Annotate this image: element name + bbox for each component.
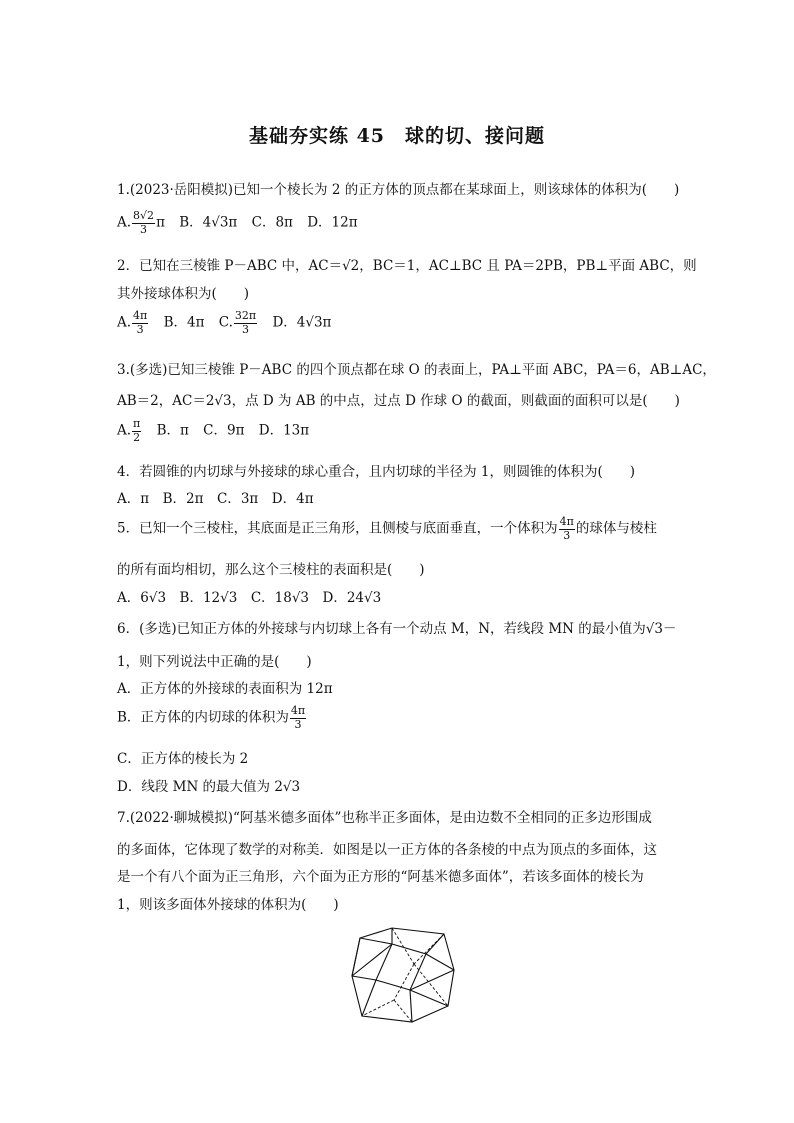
sphere-volume-fraction: $\frac{4\pi}{3}$ [290, 704, 306, 731]
question-3-options: A. $\frac{\pi}{2}$ B．π C．9π D．13π [117, 417, 310, 444]
question-5-options: A．6√3 B．12√3 C．18√3 D．24√3 [117, 590, 382, 606]
option-b: B．4√3π [179, 214, 238, 231]
question-5-stem-line1: 5．已知一个三棱柱，其底面是正三角形，且侧棱与底面垂直，一个体积为 $\frac{4\pi}{3}$ 的球体与棱柱 [117, 515, 657, 542]
option-d: D．4√3π [272, 314, 332, 331]
question-6-stem-line1: 6．(多选)已知正方体的外接球与内切球上各有一个动点 M，N，若线段 MN 的最小值为√3－ [117, 621, 677, 637]
option-d: D．12π [307, 214, 358, 231]
question-2-options: A. $\frac{4\pi}{3}$ B．4π C. $\frac{32\pi}{3}$ D．4√3π [117, 309, 332, 336]
question-6-option-c: C．正方体的棱长为 2 [117, 751, 249, 767]
question-2-stem-line2: 其外接球体积为( ) [117, 286, 250, 302]
option-a-label: A. [117, 214, 132, 231]
volume-fraction: $\frac{4\pi}{3}$ [559, 515, 574, 542]
question-7-stem-line3: 是一个有八个面为正三角形，六个面为正方形的“阿基米德多面体”，若该多面体的棱长为 [117, 869, 644, 885]
question-7-stem-line1: 7.(2022·聊城模拟)“阿基米德多面体”也称半正多面体，是由边数不全相同的正多边形围成 [117, 810, 652, 826]
option-a-fraction: $\frac{\pi}{2}$ [133, 417, 141, 444]
question-1-options: A. $\frac{8√2}{3}$ π B．4√3π C．8π D．12π [117, 209, 358, 236]
option-b: B．4π [163, 314, 205, 331]
question-6-option-d: D．线段 MN 的最大值为 2√3 [117, 779, 301, 795]
question-4-stem: 4．若圆锥的内切球与外接球的球心重合，且内切球的半径为 1，则圆锥的体积为( ) [117, 464, 636, 480]
page-title: 基础夯实练 45 球的切、接问题 [248, 125, 546, 147]
question-7-stem-line4: 1，则该多面体外接球的体积为( ) [117, 897, 339, 913]
question-2-stem-line1: 2．已知在三棱锥 P－ABC 中，AC＝√2，BC＝1，AC⊥BC 且 PA＝2PB，PB⊥平面 ABC，则 [117, 258, 697, 274]
question-4-options: A．π B．2π C．3π D．4π [117, 491, 314, 507]
question-6-option-a: A．正方体的外接球的表面积为 12π [117, 681, 333, 697]
question-6-option-b: B．正方体的内切球的体积为 $\frac{4\pi}{3}$ [117, 704, 306, 731]
option-c: C．9π [203, 422, 245, 439]
option-a-fraction: $\frac{8√2}{3}$ [133, 209, 155, 236]
option-b: B．π [156, 422, 189, 439]
option-d: D．13π [258, 422, 310, 439]
hidden-edge [392, 928, 414, 964]
question-5-stem-line2: 的所有面均相切，那么这个三棱柱的表面积是( ) [117, 562, 425, 578]
outer-outline [352, 928, 454, 1022]
question-6-stem-line2: 1，则下列说法中正确的是( ) [117, 654, 312, 670]
question-1-stem: 1.(2023·岳阳模拟)已知一个棱长为 2 的正方体的顶点都在某球面上，则该球体的体积为( ) [117, 182, 680, 198]
cuboctahedron-figure [348, 924, 458, 1026]
question-3-stem-line2: AB＝2，AC＝2√3，点 D 为 AB 的中点，过点 D 作球 O 的截面，则截面的面积可以是( ) [117, 393, 680, 409]
option-a-fraction: $\frac{4\pi}{3}$ [133, 309, 148, 336]
option-c: C．8π [251, 214, 293, 231]
question-3-stem-line1: 3.(多选)已知三棱锥 P－ABC 的四个顶点都在球 O 的表面上，PA⊥平面 ABC，PA＝6，AB⊥AC， [117, 362, 716, 378]
question-7-stem-line2: 的多面体，它体现了数学的对称美．如图是以一正方体的各条棱的中点为顶点的多面体，这 [117, 842, 657, 858]
option-c-fraction: $\frac{32\pi}{3}$ [234, 309, 257, 336]
